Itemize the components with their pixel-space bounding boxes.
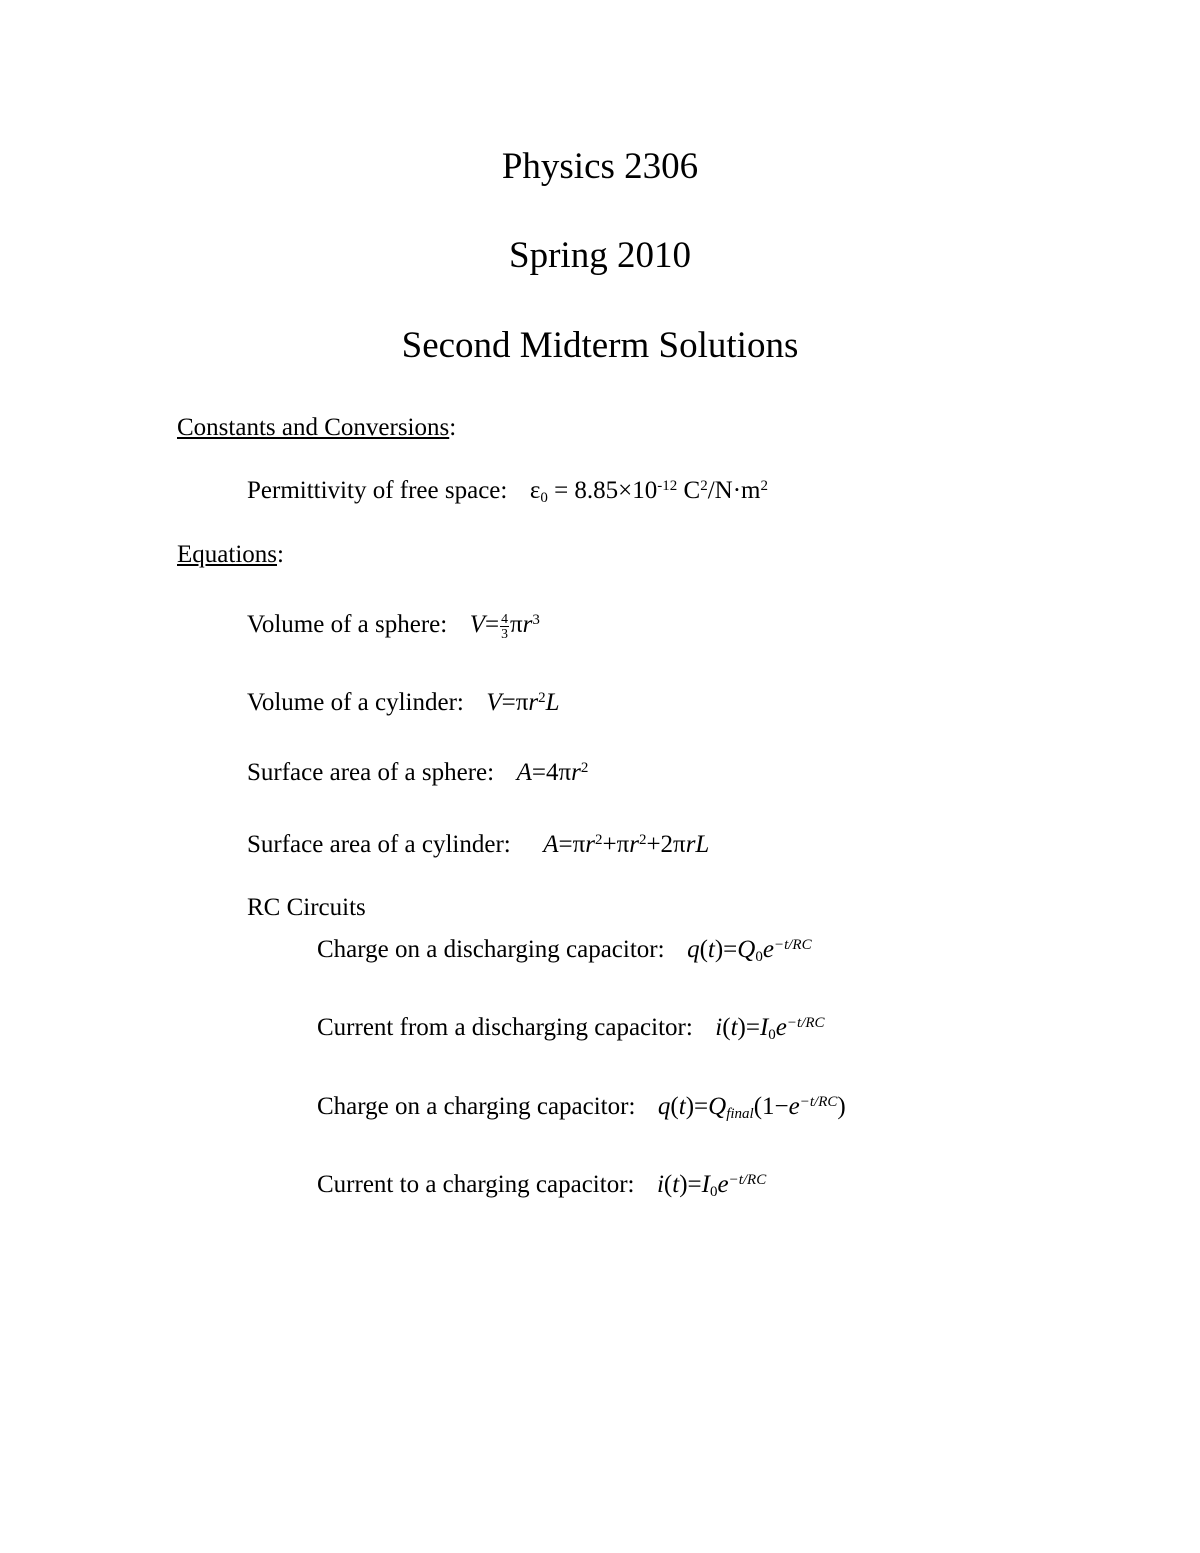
- constants-heading: Constants and Conversions:: [177, 414, 457, 441]
- discharge-current-label: Current from a discharging capacitor:: [317, 1014, 693, 1041]
- charge-current-line: [317, 1171, 767, 1200]
- constants-heading-text: Constants and Conversions: [177, 414, 450, 441]
- sphere-volume-line: [247, 612, 540, 641]
- charge-charge-label: Charge on a charging capacitor:: [317, 1093, 636, 1120]
- course-title: Physics 2306: [501, 146, 699, 187]
- cylinder-volume-line: [247, 690, 560, 715]
- sphere-volume-formula: V= $\frac{4}{3}$ $\pi r^3$: [469, 611, 540, 641]
- charge-charge-formula: $q(t)=Q_{final}(1-e^{-t/RC})$: [657, 1093, 846, 1122]
- cylinder-area-formula: $A=\pi r^2+\pi r^2+2\pi rL$: [543, 831, 710, 858]
- cylinder-volume-formula: $V=\pi r^2L$: [486, 689, 560, 716]
- discharge-charge-line: [317, 936, 812, 965]
- cylinder-area-line: [247, 832, 709, 857]
- permittivity-value: $\varepsilon_0 = 8.85\times 10^{-12}$ $C^2/N\cdot m^2$: [529, 477, 768, 506]
- charge-current-formula: $i(t)=I_0e^{-t/RC}$: [656, 1171, 767, 1200]
- sphere-area-formula: $A=4\pi r^2$: [516, 759, 589, 786]
- discharge-current-line: [317, 1014, 825, 1043]
- discharge-charge-label: Charge on a discharging capacitor:: [317, 936, 665, 963]
- sphere-area-label: Surface area of a sphere:: [247, 759, 495, 786]
- charge-charge-line: [317, 1093, 846, 1122]
- exam-title: Second Midterm Solutions: [401, 325, 799, 366]
- equations-heading-text: Equations: [177, 541, 277, 568]
- cylinder-area-label: Surface area of a cylinder:: [247, 831, 511, 858]
- cylinder-volume-label: Volume of a cylinder:: [247, 689, 464, 716]
- sphere-volume-label: Volume of a sphere:: [247, 611, 448, 638]
- sphere-area-line: [247, 760, 588, 785]
- charge-current-label: Current to a charging capacitor:: [317, 1171, 635, 1198]
- discharge-current-formula: $i(t)=I_0e^{-t/RC}$: [715, 1014, 825, 1043]
- permittivity-line: [247, 477, 768, 506]
- rc-heading: RC Circuits: [247, 894, 366, 921]
- permittivity-label: Permittivity of free space:: [247, 477, 508, 504]
- term-title: Spring 2010: [509, 235, 691, 276]
- discharge-charge-formula: $q(t)=Q_0e^{-t/RC}$: [687, 936, 812, 965]
- equations-heading: Equations:: [177, 541, 284, 568]
